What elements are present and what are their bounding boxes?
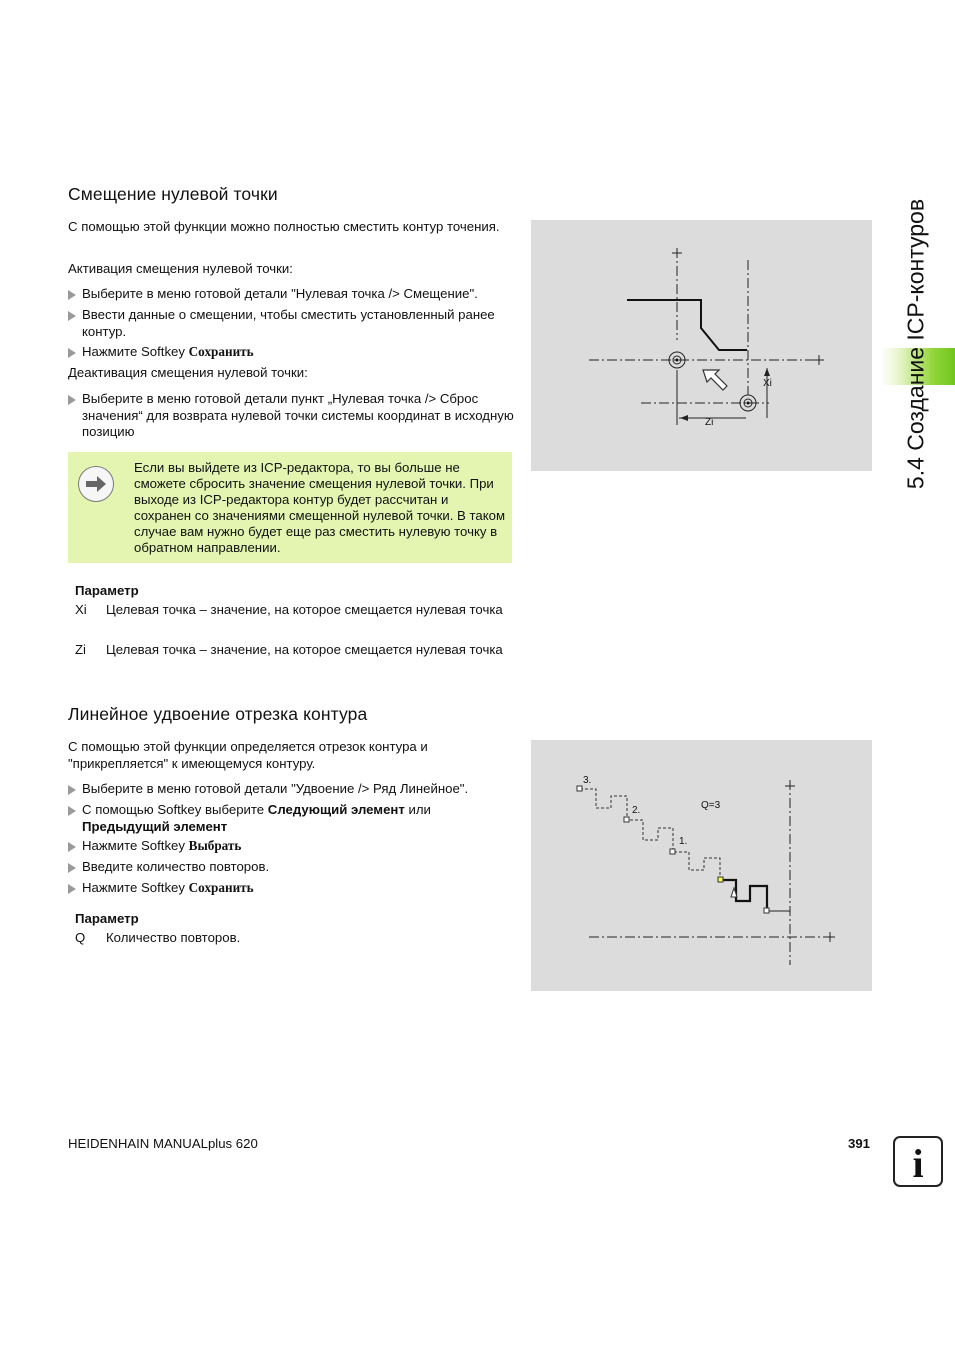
bullet-arrow-icon bbox=[68, 884, 76, 894]
label-xi: Xi bbox=[763, 378, 772, 389]
bullet-arrow-icon bbox=[68, 395, 76, 405]
section-title-linear-duplicate: Линейное удвоение отрезка контура bbox=[68, 704, 368, 724]
intro-text: С помощью этой функции определяется отрезок контура и "прикрепляется" к имеющемуся контуру. bbox=[68, 739, 428, 771]
list-item: Ввести данные о смещении, чтобы сместить установленный ранее контур. bbox=[68, 307, 514, 340]
list-item: Нажмите Softkey Сохранить bbox=[68, 880, 514, 897]
softkey-save: Сохранить bbox=[188, 344, 254, 359]
parameter-header: Параметр bbox=[75, 583, 139, 598]
list-item: Нажмите Softkey Сохранить bbox=[68, 344, 514, 361]
bullet-arrow-icon bbox=[68, 348, 76, 358]
parameter-row: Zi Целевая точка – значение, на которое смещается нулевая точка bbox=[75, 642, 503, 657]
label-2: 2. bbox=[632, 805, 641, 816]
bullet-arrow-icon bbox=[68, 806, 76, 816]
list-item: С помощью Softkey выберите Следующий элемент или Предыдущий элемент bbox=[68, 802, 514, 835]
list-item: Выберите в меню готовой детали "Нулевая точка /> Смещение". bbox=[68, 286, 514, 303]
bullet-arrow-icon bbox=[68, 785, 76, 795]
intro-text: С помощью этой функции можно полностью сместить контур точения. bbox=[68, 219, 500, 234]
parameter-row: Xi Целевая точка – значение, на которое смещается нулевая точка bbox=[75, 602, 503, 617]
page-number: 391 bbox=[848, 1136, 871, 1151]
label-1: 1. bbox=[679, 836, 688, 847]
footer-manual: HEIDENHAIN MANUALplus 620 bbox=[68, 1136, 258, 1151]
note-text: Если вы выйдете из ICP-редактора, то вы больше не сможете сбросить значение смещения нулевой точки. При выходе из ICP-редактора контур будет рассчитан и сохранен со значениями смещенной нулевой точки. В таком случае вам нужно будет еще раз сместить нулевую точку в обратном направлении. bbox=[134, 460, 506, 555]
right-arrow-icon bbox=[78, 466, 114, 502]
chapter-title: 5.4 Создание ICP-контуров bbox=[902, 198, 929, 490]
list-item: Выберите в меню готовой детали "Удвоение /> Ряд Линейное". bbox=[68, 781, 514, 798]
parameter-row: Q Количество повторов. bbox=[75, 930, 241, 945]
label-3: 3. bbox=[583, 775, 592, 786]
parameter-header: Параметр bbox=[75, 911, 139, 926]
bullet-arrow-icon bbox=[68, 863, 76, 873]
info-icon bbox=[893, 1136, 943, 1187]
list-item: Выберите в меню готовой детали пункт „Нулевая точка /> Сброс значения“ для возврата нулевой точки системы координат в исходную позицию bbox=[68, 391, 514, 441]
activation-label: Активация смещения нулевой точки: bbox=[68, 261, 293, 276]
list-item: Введите количество повторов. bbox=[68, 859, 514, 876]
label-zi: Zi bbox=[705, 417, 714, 428]
deactivation-label: Деактивация смещения нулевой точки: bbox=[68, 365, 308, 380]
note-box bbox=[68, 452, 512, 563]
bullet-arrow-icon bbox=[68, 290, 76, 300]
svg-text:i: i bbox=[912, 1141, 924, 1185]
section-title-zero-shift: Смещение нулевой точки bbox=[68, 184, 278, 204]
bullet-arrow-icon bbox=[68, 311, 76, 321]
list-item: Нажмите Softkey Выбрать bbox=[68, 838, 514, 855]
label-q: Q=3 bbox=[701, 800, 721, 811]
linear-duplicate-diagram bbox=[531, 740, 872, 991]
zero-shift-diagram bbox=[531, 220, 872, 471]
bullet-arrow-icon bbox=[68, 842, 76, 852]
